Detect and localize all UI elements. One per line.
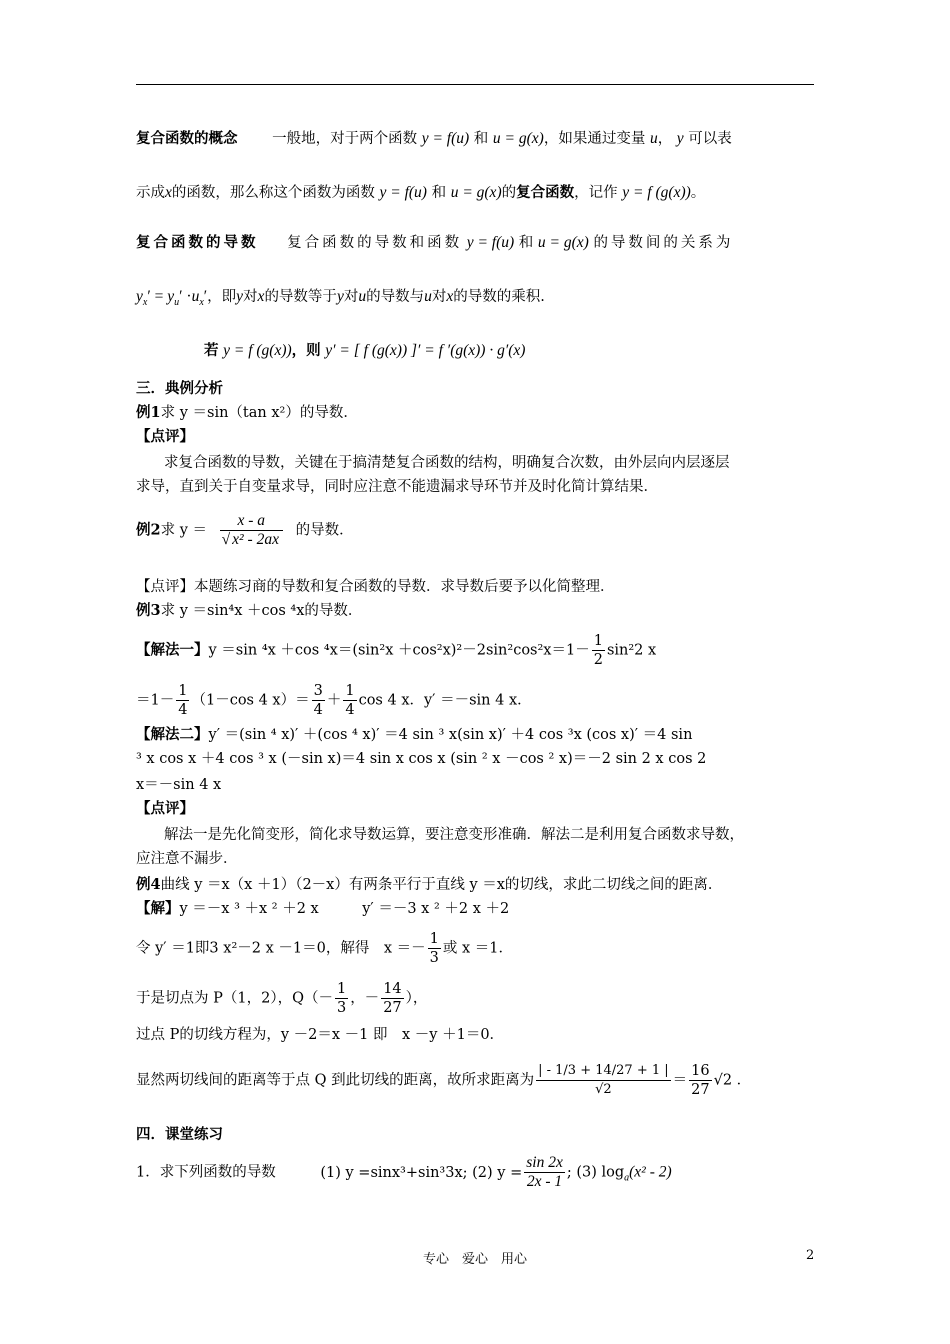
solution-4-line-4: 过点 P的切线方程为，y －2＝x －1 即 x －y ＋1＝0． xyxy=(136,1027,505,1043)
solution-2-line-3: x＝－sin 4 x xyxy=(136,777,222,793)
review-1b: 求导，直到关于自变量求导，同时应注意不能遗漏求导环节并及时化简计算结果． xyxy=(136,479,658,495)
review-3b: 应注意不漏步． xyxy=(136,851,238,867)
review-2: 【点评】本题练习商的导数和复合函数的导数．求导数后要予以化简整理． xyxy=(136,579,615,595)
deriv-line-3: 若 y = f (g(x))，则 y′ = [ f (g(x)) ]′ = f ′(g(x)) · g′(x) xyxy=(204,342,526,359)
review-heading: 【点评】 xyxy=(136,428,194,445)
deriv-line-2: $y_x' = y_u' \cdot u_x'$，即y对x的导数等于y对u的导数与u对x的导数的乘积. xyxy=(136,288,545,308)
concept-title: 复合函数的概念 xyxy=(136,130,238,147)
concept-line-1: 复合函数的概念 一般地，对于两个函数 y = f(u) 和 u = g(x)，如果通过变量 u， y 可以表 xyxy=(136,130,732,147)
deriv-title: 复合函数的导数 xyxy=(136,234,259,251)
solution-2-line-2: ³ x cos x ＋4 cos ³ x (－sin x)＝4 sin x cos x (sin ² x －cos ² x)＝－2 sin 2 x cos 2 xyxy=(136,751,707,767)
review-3-heading: 【点评】 xyxy=(136,800,194,817)
concept-line-2: 示成x的函数，那么称这个函数为函数 y = f(u) 和 u = g(x)的复合函数，记作 y = f (g(x))。 xyxy=(136,184,706,201)
solution-2-line-1: 【解法二】y′ ＝(sin ⁴ x)′ ＋(cos ⁴ x)′ ＝4 sin ³ x(sin x)′ ＋4 cos ³x (cos x)′ ＝4 sin xyxy=(136,726,693,743)
example-4: 例4曲线 y ＝x（x ＋1）（2－x）有两条平行于直线 y ＝x的切线，求此二切线之间的距离． xyxy=(136,876,723,893)
example-3: 例3求 y ＝sin⁴x ＋cos ⁴x的导数． xyxy=(136,602,363,619)
header-rule xyxy=(136,84,814,85)
page-number: 2 xyxy=(806,1248,815,1263)
example-2: 例2求 y ＝ $\frac{x - a}{\text{√ x² - 2ax}}$ 的导数． xyxy=(136,512,354,548)
deriv-line-1: 复合函数的导数 复合函数的导数和函数 y = f(u) 和 u = g(x) 的导数间的关系为 xyxy=(136,234,734,251)
section-3-heading: 三．典例分析 xyxy=(136,380,223,397)
section-4-heading: 四．课堂练习 xyxy=(136,1126,223,1143)
solution-4-line-2: 令 y′ ＝1即3 x²－2 x －1＝0，解得 x ＝－ $\frac{1}{3}$ 或 x ＝1． xyxy=(136,931,513,966)
review-3a: 解法一是先化简变形，简化求导数运算，要注意变形准确．解法二是利用复合函数求导数， xyxy=(164,827,744,843)
review-1a: 求复合函数的导数，关键在于搞清楚复合函数的结构，明确复合次数，由外层向内层逐层 xyxy=(164,455,730,471)
solution-1-line-2: ＝1－ $\frac{1}{4}$ （1－cos 4 x）＝ $\frac{3}{4}$ ＋ $\frac{1}{4}$ cos 4 x．y′ ＝－sin 4 x． xyxy=(136,683,532,718)
example-1: 例1求 y ＝sin（tan x²）的导数． xyxy=(136,404,358,421)
exercise-1: 1．求下列函数的导数 (1) y =sinx³+sin³3x; (2) y = $\frac{\sin 2x}{2x - 1}$ ; (3) $\log_a(x^2 - 2)$ xyxy=(136,1154,672,1190)
solution-4-line-5: 显然两切线间的距离等于点 Q 到此切线的距离，故所求距离为 $\frac{| - 1/3 + 14/27 + 1 |}{√2}$ ＝ $\frac{16}{27}$ √2 ． xyxy=(136,1063,752,1098)
page-footer: 专心 爱心 用心 xyxy=(422,1252,527,1267)
solution-1-line-1: 【解法一】y ＝sin ⁴x ＋cos ⁴x＝(sin²x ＋cos²x)²－2sin²cos²x＝1－ $\frac{1}{2}$ sin²2 x xyxy=(136,633,657,668)
solution-4-line-1: 【解】y ＝－x ³ ＋x ² ＋2 x y′ ＝－3 x ² ＋2 x ＋2 xyxy=(136,900,510,917)
solution-4-line-3: 于是切点为 P（1，2），Q（－ $\frac{1}{3}$ ，－ $\frac{14}{27}$ ）， xyxy=(136,981,428,1016)
